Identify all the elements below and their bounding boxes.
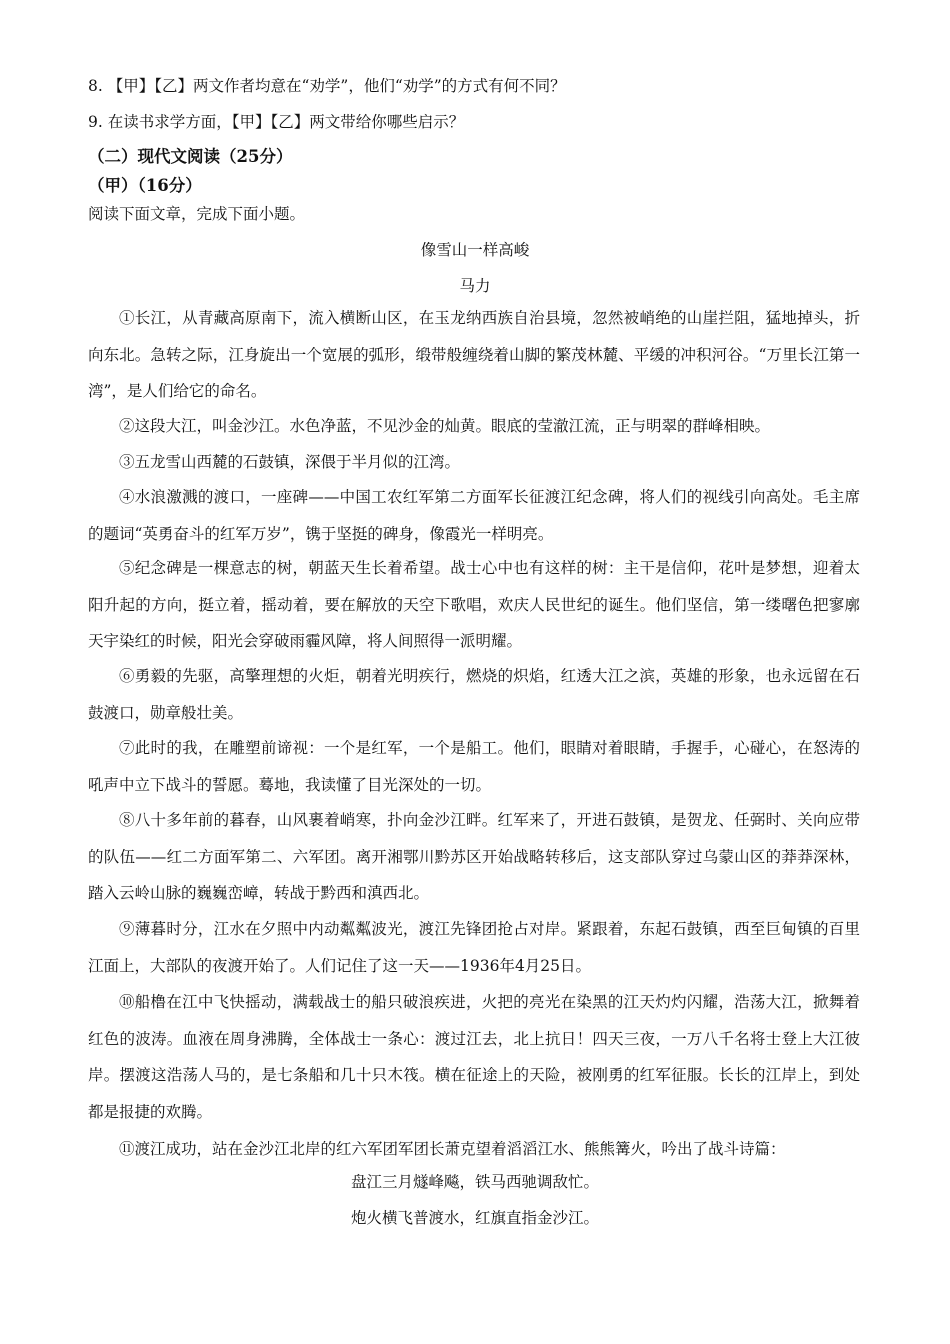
paragraph-2: ②这段大江，叫金沙江。水色净蓝，不见沙金的灿黄。眼底的莹澈江流，正与明翠的群峰相映。 [119,417,771,435]
instruction: 阅读下面文章，完成下面小题。 [88,205,306,223]
paragraph-5: ⑤纪念碑是一棵意志的树，朝蓝天生长着希望。战士心中也有这样的树：主干是信仰，花叶是梦想，迎着太阳升起的方向，挺立着，摇动着，要在解放的天空下歌唱，欢庆人民世纪的诞生。他们坚信，第一缕曙色把寥廓天宇染红的时候，阳光会穿破雨霾风障，将人间照得一派明耀。 [88,559,860,650]
paragraph-8: ⑧八十多年前的暮春，山风裹着峭寒，扑向金沙江畔。红军来了，开进石鼓镇，是贺龙、任弼时、关向应带的队伍——红二方面军第二、六军团。离开湘鄂川黔苏区开始战略转移后，这支部队穿过乌蒙山区的莽莽深林，踏入云岭山脉的巍巍峦嶂，转战于黔西和滇西北。 [88,811,860,902]
paragraph-11: ⑪渡江成功，站在金沙江北岸的红六军团军团长萧克望着滔滔江水、熊熊篝火，吟出了战斗诗篇： [119,1140,786,1158]
poem-line-1: 盘江三月燧峰飚，铁马西驰调敌忙。 [350,1173,599,1191]
paragraph-3: ③五龙雪山西麓的石鼓镇，深偎于半月似的江湾。 [119,453,461,471]
paragraph-4: ④水浪激溅的渡口，一座碑——中国工农红军第二方面军长征渡江纪念碑，将人们的视线引向高处。毛主席的题词“英勇奋斗的红军万岁”，镌于坚挺的碑身，像霞光一样明亮。 [88,488,860,543]
question-9: 9. 在读书求学方面，【甲】【乙】两文带给你哪些启示？ [88,113,465,131]
paragraph-1: ①长江，从青藏高原南下，流入横断山区，在玉龙纳西族自治县境，忽然被峭绝的山崖拦阻，猛地掉头，折向东北。急转之际，江身旋出一个宽展的弧形，缎带般缠绕着山脚的繁茂林麓、平缓的冲积河谷。“万里长江第一湾”，是人们给它的命名。 [88,309,860,400]
paragraph-7: ⑦此时的我，在雕塑前谛视：一个是红军，一个是船工。他们，眼睛对着眼睛，手握手，心碰心，在怒涛的吼声中立下战斗的誓愿。蓦地，我读懂了目光深处的一切。 [88,739,860,794]
section-heading: （二）现代文阅读（25分） [88,147,293,166]
article-title: 像雪山一样高峻 [420,241,530,259]
paragraph-6: ⑥勇毅的先驱，高擎理想的火炬，朝着光明疾行，燃烧的炽焰，红透大江之滨，英雄的形象，也永远留在石鼓渡口，勋章般壮美。 [88,667,860,722]
article-author: 马力 [459,277,491,295]
paragraph-10: ⑩船橹在江中飞快摇动，满载战士的船只破浪疾进，火把的亮光在染黑的江天灼灼闪耀，浩荡大江，掀舞着红色的波涛。血液在周身沸腾，全体战士一条心：渡过江去，北上抗日！四天三夜，一万八千名将士登上大江彼岸。摆渡这浩荡人马的，是七条船和几十只木筏。横在征途上的天险，被刚勇的红军征服。长长的江岸上，到处都是报捷的欢腾。 [88,993,860,1121]
paragraph-9: ⑨薄暮时分，江水在夕照中内动粼粼波光，渡江先锋团抢占对岸。紧跟着，东起石鼓镇，西至巨甸镇的百里江面上，大部队的夜渡开始了。人们记住了这一天——1936年4月25日。 [88,920,860,975]
poem-line-2: 炮火横飞普渡水，红旗直指金沙江。 [350,1209,599,1227]
question-8: 8. 【甲】【乙】两文作者均意在“劝学”，他们“劝学”的方式有何不同？ [88,77,566,95]
subsection-heading: （甲）（16分） [88,176,202,195]
